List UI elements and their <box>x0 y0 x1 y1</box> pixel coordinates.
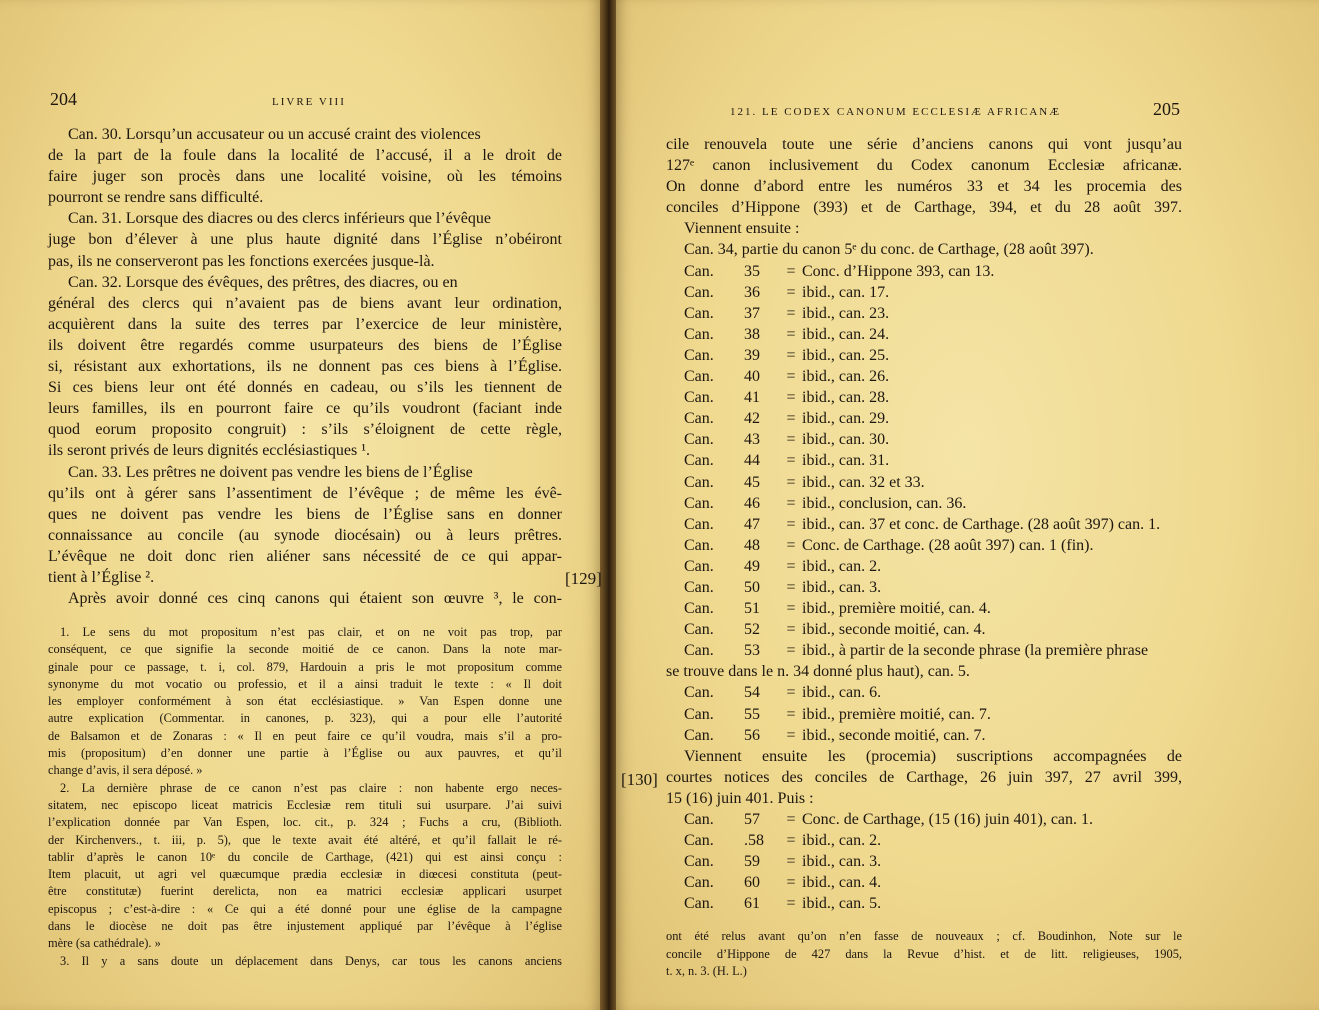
canon-label: Can. <box>684 536 714 554</box>
canon-entry <box>666 682 1182 703</box>
canon-label: Can. <box>684 515 714 533</box>
canon-label: Can. <box>684 262 714 280</box>
canon-entry <box>666 872 1182 893</box>
footnote-line: l’explication donnée par Van Espen, loc. cit., p. 324 ; Fuchs a cru, (Biblioth. <box>48 815 562 830</box>
equals-sign: = <box>786 832 796 850</box>
body-line: Can. 33. Les prêtres ne doivent pas vendre les biens de l’Église <box>68 463 473 481</box>
footnote-line: synonyme du mot vocatio ou professio, et il a ainsi traduit le texte : « Il doit <box>48 676 562 691</box>
canon-source: ibid., can. 37 et conc. de Carthage. (28 août 397) can. 1. <box>802 515 1161 533</box>
footnote-line: 2. La dernière phrase de ce canon n’est pas claire : non habente ergo neces- <box>60 780 562 795</box>
page-number: 205 <box>1153 99 1180 119</box>
footnote-line: dans le diocèse ne doit pas être injustement appliqué par l’évêque à l’église <box>48 919 562 934</box>
canon-number: 60 <box>744 874 760 892</box>
canon-label: Can. <box>684 874 714 892</box>
footnote-line: 3. Il y a sans doute un déplacement dans Denys, car tous les canons anciens <box>60 953 562 968</box>
body-line: ils doivent être regardés comme usurpateurs des biens de l’Église <box>48 336 562 354</box>
canon-entry <box>666 598 1182 619</box>
footnote-line: sitatem, nec episcopo liceat matricis Ecclesiæ rem tituli sui usurpare. J’ai suivi <box>48 797 562 812</box>
body-line: L’évêque ne doit donc rien aliéner sans nécessité de ce qui appar- <box>48 547 562 565</box>
canon-label: Can. <box>684 283 714 301</box>
canon-label: Can. <box>684 600 714 618</box>
footnote-line: de Balsamon et de Zonaras : « Il en peut faire ce qu’il voudra, mais s’il a pro- <box>48 728 562 743</box>
body-line: courtes notices des conciles de Carthage, 26 juin 397, 27 avril 399, <box>666 768 1182 786</box>
canon-source: Conc. de Carthage, (15 (16) juin 401), can. 1. <box>802 811 1094 828</box>
canon-label: Can. <box>684 346 714 364</box>
canon-number: 49 <box>744 557 760 575</box>
canon-label: Can. <box>684 557 714 575</box>
canon-number: 36 <box>744 283 760 301</box>
canon-source: ibid., conclusion, can. 36. <box>802 494 967 512</box>
body-line: Can. 31. Lorsque des diacres ou des clercs inférieurs que l’évêque <box>68 210 491 228</box>
canon-entry <box>666 577 1182 598</box>
left-page <box>0 0 605 1010</box>
canon-source: ibid., can. 3. <box>802 853 882 871</box>
equals-sign: = <box>786 895 796 913</box>
canon-number: 55 <box>744 705 760 723</box>
equals-sign: = <box>786 874 796 892</box>
canon-number: .58 <box>744 832 764 850</box>
equals-sign: = <box>786 557 796 575</box>
canon-source: Conc. de Carthage. (28 août 397) can. 1 (fin). <box>802 536 1094 554</box>
equals-sign: = <box>786 473 796 491</box>
canon-source: ibid., seconde moitié, can. 4. <box>802 621 986 639</box>
left-body-text <box>48 124 562 609</box>
body-line: 127ᵉ canon inclusivement du Codex canonum Ecclesiæ africanæ. <box>666 157 1182 175</box>
body-line: ils seront privés de leurs dignités ecclésiastiques ¹. <box>48 442 371 460</box>
body-line: Can. 32. Lorsque des évêques, des prêtres, des diacres, ou en <box>68 273 458 291</box>
canon-number: 51 <box>744 600 760 618</box>
equals-sign: = <box>786 578 796 596</box>
canon-number: 59 <box>744 853 760 871</box>
body-line: 15 (16) juin 401. Puis : <box>666 789 814 807</box>
canon-number: 39 <box>744 346 760 364</box>
body-line: leurs familles, ils en pourront faire ce qu’ils voudront (faciant inde <box>48 400 562 418</box>
canon-label: Can. <box>684 473 714 491</box>
equals-sign: = <box>786 325 796 343</box>
canon-source: ibid., can. 23. <box>802 304 890 322</box>
body-line: Viennent ensuite : <box>684 220 800 238</box>
canon-number: 52 <box>744 621 760 639</box>
canon-entry <box>666 408 1182 429</box>
body-line: se trouve dans le n. 34 donné plus haut), can. 5. <box>666 663 970 681</box>
body-line: faire juger son procès dans une localité voisine, où les témoins <box>48 168 562 186</box>
canon-number: 44 <box>744 452 760 470</box>
canon-number: 50 <box>744 578 760 596</box>
footnote-line: t. x, n. 3. (H. L.) <box>666 964 747 978</box>
canon-number: 42 <box>744 410 760 428</box>
canon-number: 53 <box>744 642 760 660</box>
body-line: Si ces biens leur ont été donnés en cadeau, ou s’ils les tiennent de <box>48 379 562 397</box>
canon-number: 47 <box>744 515 760 533</box>
canon-label: Can. <box>684 410 714 428</box>
canon-label: Can. <box>684 431 714 449</box>
canon-source: ibid., à partir de la seconde phrase (la première phrase <box>802 642 1149 660</box>
equals-sign: = <box>786 304 796 322</box>
canon-entry <box>666 366 1182 387</box>
canon-source: ibid., seconde moitié, can. 7. <box>802 726 986 744</box>
canon-source: ibid., can. 5. <box>802 895 882 913</box>
canon-number: 54 <box>744 684 760 702</box>
footnote-line: Item placuit, ut agri vel quæcumque prædia ecclesiæ in diœcesi constituta (peut- <box>48 867 562 882</box>
footnote-line: ginale pour ce passage, t. i, col. 879, Hardouin a pris le mot propositum comme <box>48 659 562 674</box>
canon-number: 45 <box>744 473 760 491</box>
canon-source: ibid., can. 2. <box>802 832 882 850</box>
canon-source: ibid., can. 17. <box>802 283 890 301</box>
right-page <box>612 0 1319 1010</box>
equals-sign: = <box>786 684 796 702</box>
equals-sign: = <box>786 389 796 407</box>
canon-number: 37 <box>744 304 760 322</box>
footnote-line: change d’avis, il sera déposé. » <box>48 763 203 778</box>
book-gutter <box>600 0 616 1010</box>
equals-sign: = <box>786 494 796 512</box>
footnote-line: der Kirchenvers., t. iii, p. 5), que le texte avait été altéré, et qu’il fallait le ré- <box>48 832 562 847</box>
equals-sign: = <box>786 642 796 660</box>
equals-sign: = <box>786 621 796 639</box>
equals-sign: = <box>786 705 796 723</box>
canon-number: 38 <box>744 325 760 343</box>
canon-number: 43 <box>744 431 760 449</box>
canon-source: ibid., can. 25. <box>802 346 890 364</box>
canon-entry <box>666 261 1182 282</box>
footnote-line: ont été relus avant qu’on n’en fasse de nouveaux ; cf. Boudinhon, Note sur le <box>666 929 1182 943</box>
canon-label: Can. <box>684 684 714 702</box>
canon-entry <box>666 472 1182 493</box>
footnote-line: autre explication (Commentar. in canones, p. 323), qui a pour elle l’autorité <box>48 711 562 726</box>
canon-entry <box>666 556 1182 577</box>
equals-sign: = <box>786 346 796 364</box>
body-line: cile renouvela toute une série d’anciens canons qui vont jusqu’au <box>666 136 1182 153</box>
canon-entry <box>666 893 1182 914</box>
canon-label: Can. <box>684 726 714 744</box>
canon-label: Can. <box>684 895 714 913</box>
equals-sign: = <box>786 283 796 301</box>
body-line: acquièrent dans la suite des terres par l’exercice de leur ministère, <box>48 315 562 333</box>
equals-sign: = <box>786 726 796 744</box>
canon-entry <box>666 704 1182 725</box>
body-line: connaissance au concile (au synode diocésain) ou à leurs prêtres. <box>48 526 562 544</box>
canon-number: 57 <box>744 811 760 828</box>
canon-entry <box>666 282 1182 303</box>
running-head: LIVRE VIII <box>272 96 346 108</box>
running-head: 121. LE CODEX CANONUM ECCLESIÆ AFRICANÆ <box>730 106 1062 118</box>
canon-label: Can. <box>684 853 714 871</box>
body-line: Après avoir donné ces cinq canons qui étaient son œuvre ³, le con- <box>68 590 562 608</box>
body-line: pourront se rendre sans difficulté. <box>48 189 264 207</box>
canon-entry <box>666 725 1182 746</box>
canon-entry <box>666 619 1182 640</box>
footnote-line: conséquent, ce que signifie la seconde moitié de ce canon. Dans la note mar- <box>48 642 562 657</box>
body-line: général des clercs qui n’avaient pas de biens avant leur ordination, <box>48 294 562 312</box>
body-line: si, résistant aux exhortations, ils ne donnent pas ces biens à l’Église. <box>48 358 562 376</box>
canon-source: ibid., can. 24. <box>802 325 890 343</box>
canon-label: Can. <box>684 621 714 639</box>
margin-page-marker: [130] <box>621 770 658 789</box>
body-line: juge bon d’élever à une plus haute dignité dans l’Église n’obéiront <box>48 231 562 249</box>
footnote-line: être constitutæ) fuerint derelicta, non ea matrici ecclesiæ applicari usurpet <box>48 884 562 899</box>
right-body-text <box>666 134 1182 914</box>
canon-label: Can. <box>684 832 714 850</box>
canon-entry <box>666 450 1182 471</box>
canon-source: ibid., can. 31. <box>802 452 890 470</box>
canon-source: ibid., can. 29. <box>802 410 890 428</box>
canon-entry <box>666 640 1182 661</box>
left-footnotes <box>48 624 562 970</box>
canon-source: ibid., can. 30. <box>802 431 890 449</box>
body-line: qu’ils ont à gérer sans l’assentiment de l’évêque ; de même les évê- <box>48 484 562 502</box>
body-line: Can. 30. Lorsqu’un accusateur ou un accusé craint des violences <box>68 126 481 143</box>
equals-sign: = <box>786 600 796 618</box>
body-line: tient à l’Église ². <box>48 568 155 586</box>
footnote-line: concile d’Hippone de 427 dans la Revue d’hist. et de litt. religieuses, 1905, <box>666 946 1182 961</box>
canon-label: Can. <box>684 578 714 596</box>
canon-entry <box>666 345 1182 366</box>
canon-entry: Can. 34, partie du canon 5ᵉ du conc. de Carthage, (28 août 397). <box>684 241 1094 259</box>
canon-entry <box>666 514 1182 535</box>
canon-source: Conc. d’Hippone 393, can 13. <box>802 262 995 280</box>
canon-label: Can. <box>684 705 714 723</box>
canon-entry <box>666 387 1182 408</box>
canon-label: Can. <box>684 368 714 386</box>
equals-sign: = <box>786 515 796 533</box>
body-line: quod eorum proposito congruit) : s’ils s’éloignent de cette règle, <box>48 421 562 439</box>
footnote-line: mis (propositum) d’en donner une partie à l’Église ou aux pauvres, et qu’il <box>48 746 562 761</box>
canon-source: ibid., can. 32 et 33. <box>802 473 925 491</box>
canon-entry <box>666 851 1182 872</box>
canon-label: Can. <box>684 811 714 828</box>
canon-source: ibid., première moitié, can. 4. <box>802 600 991 618</box>
canon-label: Can. <box>684 304 714 322</box>
equals-sign: = <box>786 431 796 449</box>
canon-label: Can. <box>684 494 714 512</box>
canon-number: 41 <box>744 389 760 407</box>
equals-sign: = <box>786 452 796 470</box>
canon-source: ibid., can. 26. <box>802 368 890 386</box>
canon-entry <box>666 535 1182 556</box>
equals-sign: = <box>786 811 796 828</box>
canon-number: 48 <box>744 536 760 554</box>
equals-sign: = <box>786 410 796 428</box>
body-line: de la part de la foule dans la localité de l’accusé, il a le droit de <box>48 147 562 165</box>
equals-sign: = <box>786 368 796 386</box>
body-line: conciles d’Hippone (393) et de Carthage, 394, et du 28 août 397. <box>666 199 1182 217</box>
canon-source: ibid., can. 3. <box>802 578 882 596</box>
canon-source: ibid., can. 2. <box>802 557 882 575</box>
body-line: ques ne doivent pas vendre les biens de l’Église sans en donner <box>48 505 562 523</box>
body-line: pas, ils ne conserveront pas les fonctions exercées jusque-là. <box>48 252 435 270</box>
equals-sign: = <box>786 262 796 280</box>
canon-number: 35 <box>744 262 760 280</box>
footnote-line: tablir d’après le canon 10ᵉ du concile de Carthage, (421) qui est ainsi conçu : <box>48 849 562 864</box>
canon-number: 46 <box>744 494 760 512</box>
footnote-line: episcopus ; c’est-à-dire : « Ce qui a été donné pour une église de la campagne <box>48 901 562 916</box>
canon-label: Can. <box>684 325 714 343</box>
canon-entry <box>666 493 1182 514</box>
canon-entry <box>666 429 1182 450</box>
canon-source: ibid., can. 28. <box>802 389 890 407</box>
body-line: On donne d’abord entre les numéros 33 et 34 les procemia des <box>666 178 1182 196</box>
canon-number: 61 <box>744 895 760 913</box>
canon-number: 40 <box>744 368 760 386</box>
canon-entry <box>666 303 1182 324</box>
canon-entry <box>666 809 1182 830</box>
equals-sign: = <box>786 853 796 871</box>
equals-sign: = <box>786 536 796 554</box>
footnote-line: les employer conformément à son état ecclésiastique. » Van Espen donne une <box>48 694 562 709</box>
canon-entry <box>666 324 1182 345</box>
body-line: Viennent ensuite les (procemia) suscriptions accompagnées de <box>684 747 1182 765</box>
canon-label: Can. <box>684 452 714 470</box>
margin-page-marker: [129] <box>565 569 602 588</box>
footnote-line: 1. Le sens du mot propositum n’est pas clair, et on ne voit pas trop, par <box>60 625 562 639</box>
right-footnotes <box>666 928 1182 981</box>
canon-source: ibid., can. 6. <box>802 684 882 702</box>
footnote-line: mère (sa cathédrale). » <box>48 936 161 951</box>
canon-source: ibid., can. 4. <box>802 874 882 892</box>
page-number: 204 <box>50 89 77 109</box>
canon-label: Can. <box>684 642 714 660</box>
canon-label: Can. <box>684 389 714 407</box>
canon-number: 56 <box>744 726 760 744</box>
canon-source: ibid., première moitié, can. 7. <box>802 705 991 723</box>
canon-entry <box>666 830 1182 851</box>
